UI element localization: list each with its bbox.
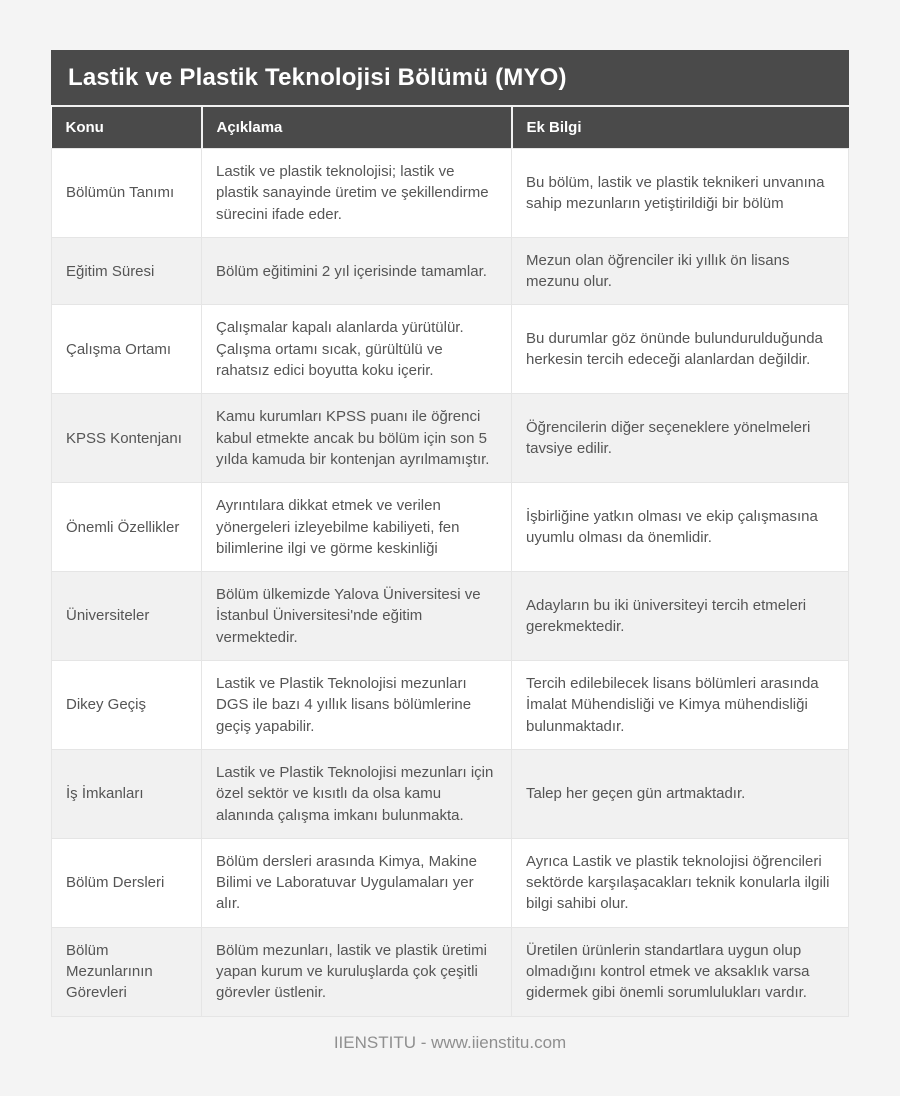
cell-aciklama: Bölüm eğitimini 2 yıl içerisinde tamamlar. [202,237,512,305]
info-card [51,50,849,1017]
cell-konu: Bölümün Tanımı [52,149,202,238]
cell-konu: Dikey Geçiş [52,661,202,750]
column-header-ek-bilgi: Ek Bilgi [512,106,849,149]
column-header-konu: Konu [52,106,202,149]
table-row [52,394,849,483]
cell-aciklama: Çalışmalar kapalı alanlarda yürütülür. Çalışma ortamı sıcak, gürültülü ve rahatsız edici boyutta koku içerir. [202,305,512,394]
cell-aciklama: Bölüm dersleri arasında Kimya, Makine Bilimi ve Laboratuvar Uygulamaları yer alır. [202,838,512,927]
cell-ek-bilgi: Ayrıca Lastik ve plastik teknolojisi öğrencileri sektörde karşılaşacakları teknik konularla ilgili bilgi sahibi olur. [512,838,849,927]
cell-konu: Eğitim Süresi [52,237,202,305]
cell-ek-bilgi: İşbirliğine yatkın olması ve ekip çalışmasına uyumlu olması da önemlidir. [512,483,849,572]
cell-konu: KPSS Kontenjanı [52,394,202,483]
table-row [52,572,849,661]
cell-ek-bilgi: Bu durumlar göz önünde bulundurulduğunda herkesin tercih edeceği alanlardan değildir. [512,305,849,394]
cell-ek-bilgi: Bu bölüm, lastik ve plastik teknikeri unvanına sahip mezunların yetiştirildiği bir bölüm [512,149,849,238]
table-row [52,661,849,750]
cell-aciklama: Lastik ve plastik teknolojisi; lastik ve plastik sanayinde üretim ve şekillendirme sürecini ifade eder. [202,149,512,238]
info-table [51,105,849,1017]
table-row [52,305,849,394]
column-header-aciklama: Açıklama [202,106,512,149]
cell-ek-bilgi: Adayların bu iki üniversiteyi tercih etmeleri gerekmektedir. [512,572,849,661]
cell-konu: Üniversiteler [52,572,202,661]
table-header-row [52,106,849,149]
cell-aciklama: Ayrıntılara dikkat etmek ve verilen yönergeleri izleyebilme kabiliyeti, fen bilimlerine ilgi ve görme keskinliği [202,483,512,572]
cell-ek-bilgi: Tercih edilebilecek lisans bölümleri arasında İmalat Mühendisliği ve Kimya mühendisliği bulunmaktadır. [512,661,849,750]
page-title: Lastik ve Plastik Teknolojisi Bölümü (MYO) [51,50,849,105]
cell-aciklama: Lastik ve Plastik Teknolojisi mezunları için özel sektör ve kısıtlı da olsa kamu alanında çalışma imkanı bulunmakta. [202,749,512,838]
cell-ek-bilgi: Talep her geçen gün artmaktadır. [512,749,849,838]
footer-credit: IIENSTITU - www.iienstitu.com [333,1032,567,1052]
cell-ek-bilgi: Üretilen ürünlerin standartlara uygun olup olmadığını kontrol etmek ve aksaklık varsa gidermek gibi önemli sorumlulukları vardır. [512,927,849,1016]
cell-konu: Önemli Özellikler [52,483,202,572]
table-row [52,149,849,238]
table-row [52,483,849,572]
cell-konu: Bölüm Dersleri [52,838,202,927]
cell-aciklama: Lastik ve Plastik Teknolojisi mezunları DGS ile bazı 4 yıllık lisans bölümlerine geçiş yapabilir. [202,661,512,750]
cell-konu: Çalışma Ortamı [52,305,202,394]
cell-aciklama: Kamu kurumları KPSS puanı ile öğrenci kabul etmekte ancak bu bölüm için son 5 yılda kamuda bir kontenjan ayrılmamıştır. [202,394,512,483]
table-row [52,927,849,1016]
cell-konu: İş İmkanları [52,749,202,838]
table-row [52,838,849,927]
cell-ek-bilgi: Öğrencilerin diğer seçeneklere yönelmeleri tavsiye edilir. [512,394,849,483]
table-row [52,237,849,305]
cell-konu: Bölüm Mezunlarının Görevleri [52,927,202,1016]
cell-aciklama: Bölüm mezunları, lastik ve plastik üretimi yapan kurum ve kuruluşlarda çok çeşitli görevler üstlenir. [202,927,512,1016]
cell-ek-bilgi: Mezun olan öğrenciler iki yıllık ön lisans mezunu olur. [512,237,849,305]
cell-aciklama: Bölüm ülkemizde Yalova Üniversitesi ve İstanbul Üniversitesi'nde eğitim vermektedir. [202,572,512,661]
table-row [52,749,849,838]
